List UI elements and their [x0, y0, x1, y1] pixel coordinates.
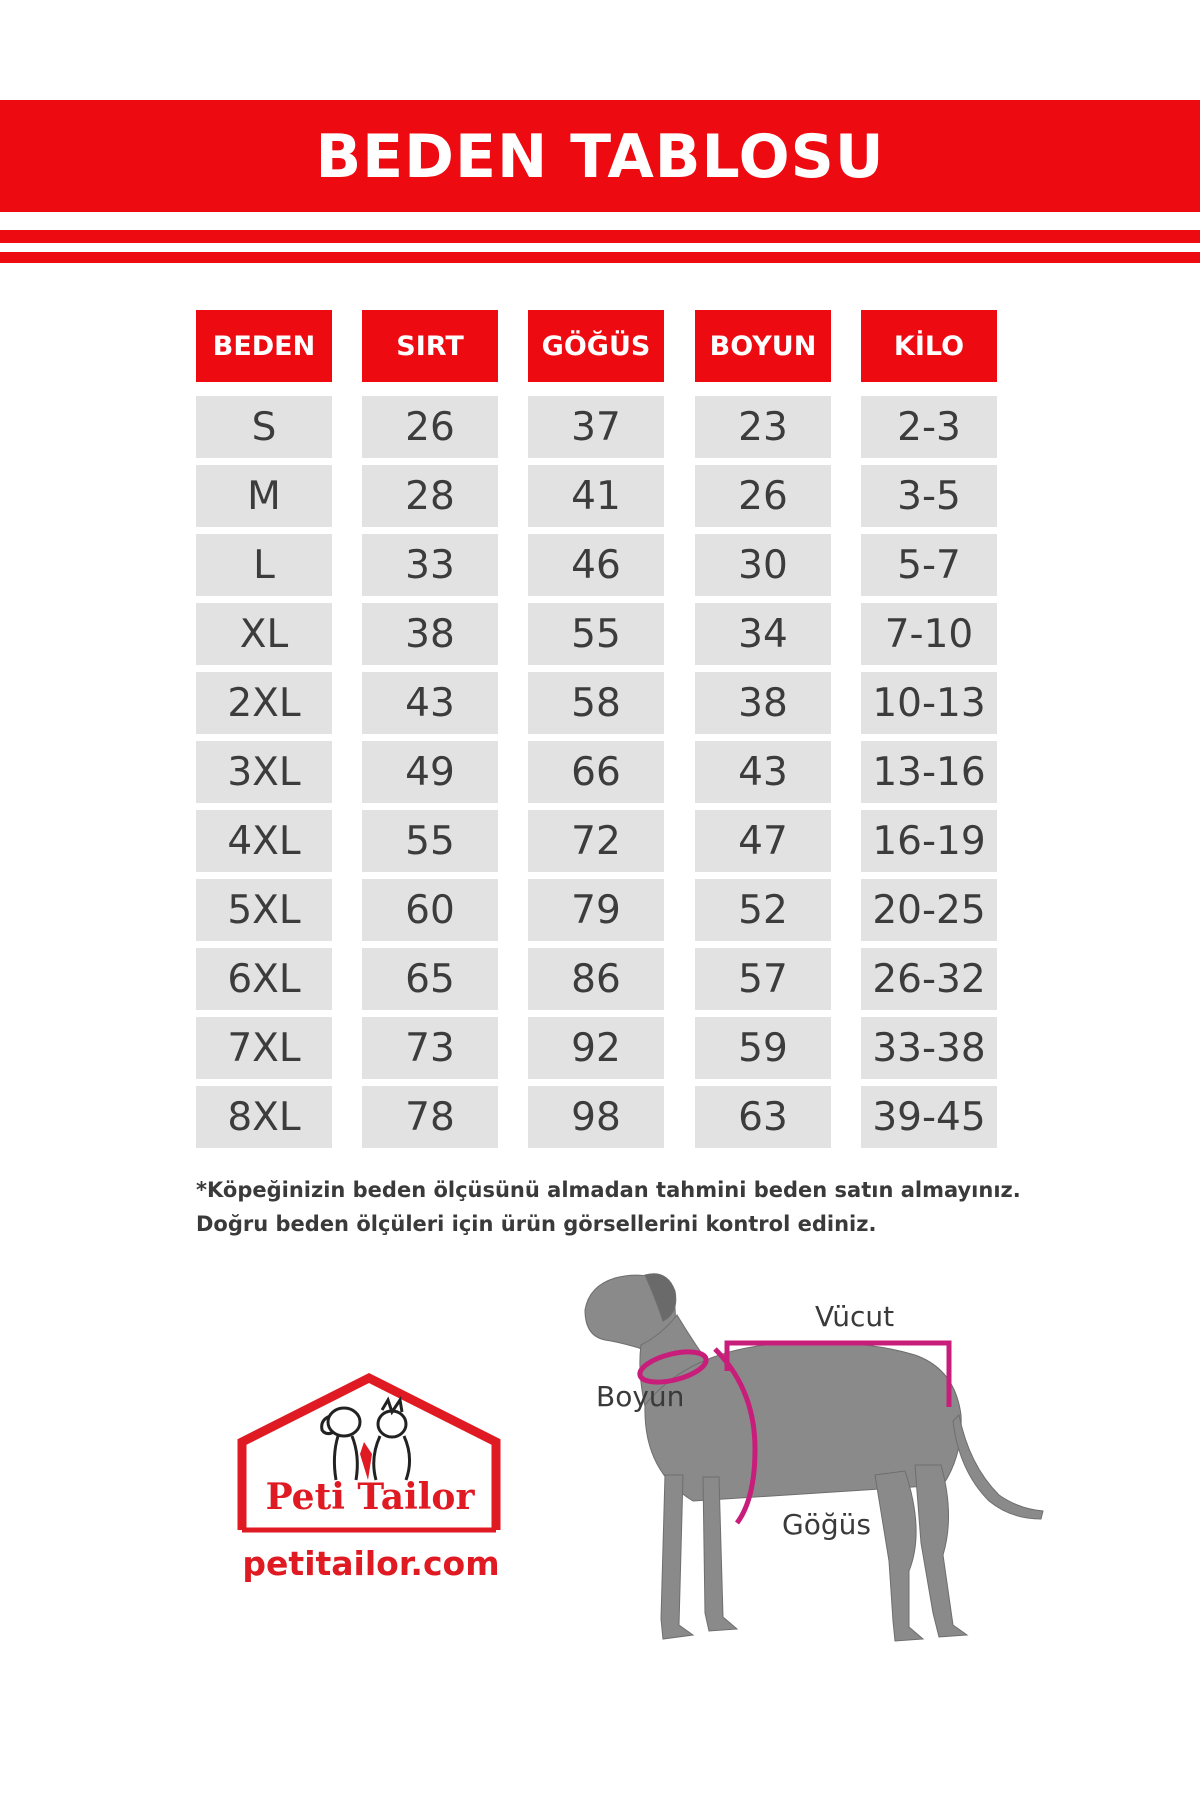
table-cell: 43 — [362, 672, 498, 734]
table-cell: M — [196, 465, 332, 527]
table-cell: 46 — [528, 534, 664, 596]
table-cell: 16-19 — [861, 810, 997, 872]
table-cell: 60 — [362, 879, 498, 941]
table-cell: 38 — [695, 672, 831, 734]
title-banner — [0, 100, 1200, 212]
chest-label: Göğüs — [782, 1508, 871, 1541]
table-cell: 98 — [528, 1086, 664, 1148]
brand-url: petitailor.com — [242, 1544, 500, 1583]
disclaimer-line-2: Doğru beden ölçüleri için ürün görsellerini kontrol ediniz. — [196, 1212, 877, 1236]
table-column-sirt — [362, 310, 498, 1148]
table-cell: 26 — [695, 465, 831, 527]
table-cell: 66 — [528, 741, 664, 803]
table-cell: 49 — [362, 741, 498, 803]
table-cell: 2XL — [196, 672, 332, 734]
page-title: BEDEN TABLOSU — [315, 122, 885, 192]
column-header: BOYUN — [695, 310, 831, 382]
table-cell: 39-45 — [861, 1086, 997, 1148]
column-header: GÖĞÜS — [528, 310, 664, 382]
table-cell: 72 — [528, 810, 664, 872]
table-cell: 73 — [362, 1017, 498, 1079]
decorative-stripe — [0, 230, 1200, 243]
table-cell: 37 — [528, 396, 664, 458]
table-cell: 33 — [362, 534, 498, 596]
table-cell: 7-10 — [861, 603, 997, 665]
table-cell: 10-13 — [861, 672, 997, 734]
table-cell: 79 — [528, 879, 664, 941]
table-cell: 41 — [528, 465, 664, 527]
table-cell: 59 — [695, 1017, 831, 1079]
table-cell: 8XL — [196, 1086, 332, 1148]
brand-name: Peti Tailor — [265, 1476, 475, 1518]
table-cell: L — [196, 534, 332, 596]
table-cell: 28 — [362, 465, 498, 527]
table-cell: 55 — [362, 810, 498, 872]
body-length-label: Vücut — [815, 1300, 895, 1333]
dog-silhouette-icon — [585, 1274, 1043, 1641]
column-header: KİLO — [861, 310, 997, 382]
table-cell: 38 — [362, 603, 498, 665]
table-cell: 57 — [695, 948, 831, 1010]
table-cell: 30 — [695, 534, 831, 596]
table-cell: 47 — [695, 810, 831, 872]
table-cell: 3-5 — [861, 465, 997, 527]
table-cell: 23 — [695, 396, 831, 458]
table-cell: 13-16 — [861, 741, 997, 803]
table-cell: 55 — [528, 603, 664, 665]
table-cell: 92 — [528, 1017, 664, 1079]
table-cell: S — [196, 396, 332, 458]
table-cell: 26-32 — [861, 948, 997, 1010]
table-cell: 43 — [695, 741, 831, 803]
table-cell: 33-38 — [861, 1017, 997, 1079]
table-cell: 52 — [695, 879, 831, 941]
table-column-boyun — [695, 310, 831, 1148]
table-column-beden — [196, 310, 332, 1148]
table-cell: 58 — [528, 672, 664, 734]
table-cell: 86 — [528, 948, 664, 1010]
table-column-kilo — [861, 310, 997, 1148]
house-logo-icon — [234, 1370, 504, 1570]
neck-label: Boyun — [596, 1380, 685, 1413]
table-cell: 20-25 — [861, 879, 997, 941]
table-cell: 5XL — [196, 879, 332, 941]
table-cell: 5-7 — [861, 534, 997, 596]
table-cell: 7XL — [196, 1017, 332, 1079]
table-cell: 3XL — [196, 741, 332, 803]
table-cell: 34 — [695, 603, 831, 665]
table-cell: 63 — [695, 1086, 831, 1148]
table-cell: 4XL — [196, 810, 332, 872]
table-cell: XL — [196, 603, 332, 665]
table-cell: 2-3 — [861, 396, 997, 458]
table-cell: 78 — [362, 1086, 498, 1148]
table-column-gogus — [528, 310, 664, 1148]
disclaimer-line-1: *Köpeğinizin beden ölçüsünü almadan tahmini beden satın almayınız. — [196, 1178, 1021, 1202]
column-header: BEDEN — [196, 310, 332, 382]
table-cell: 65 — [362, 948, 498, 1010]
table-cell: 6XL — [196, 948, 332, 1010]
table-cell: 26 — [362, 396, 498, 458]
column-header: SIRT — [362, 310, 498, 382]
decorative-stripe — [0, 252, 1200, 263]
